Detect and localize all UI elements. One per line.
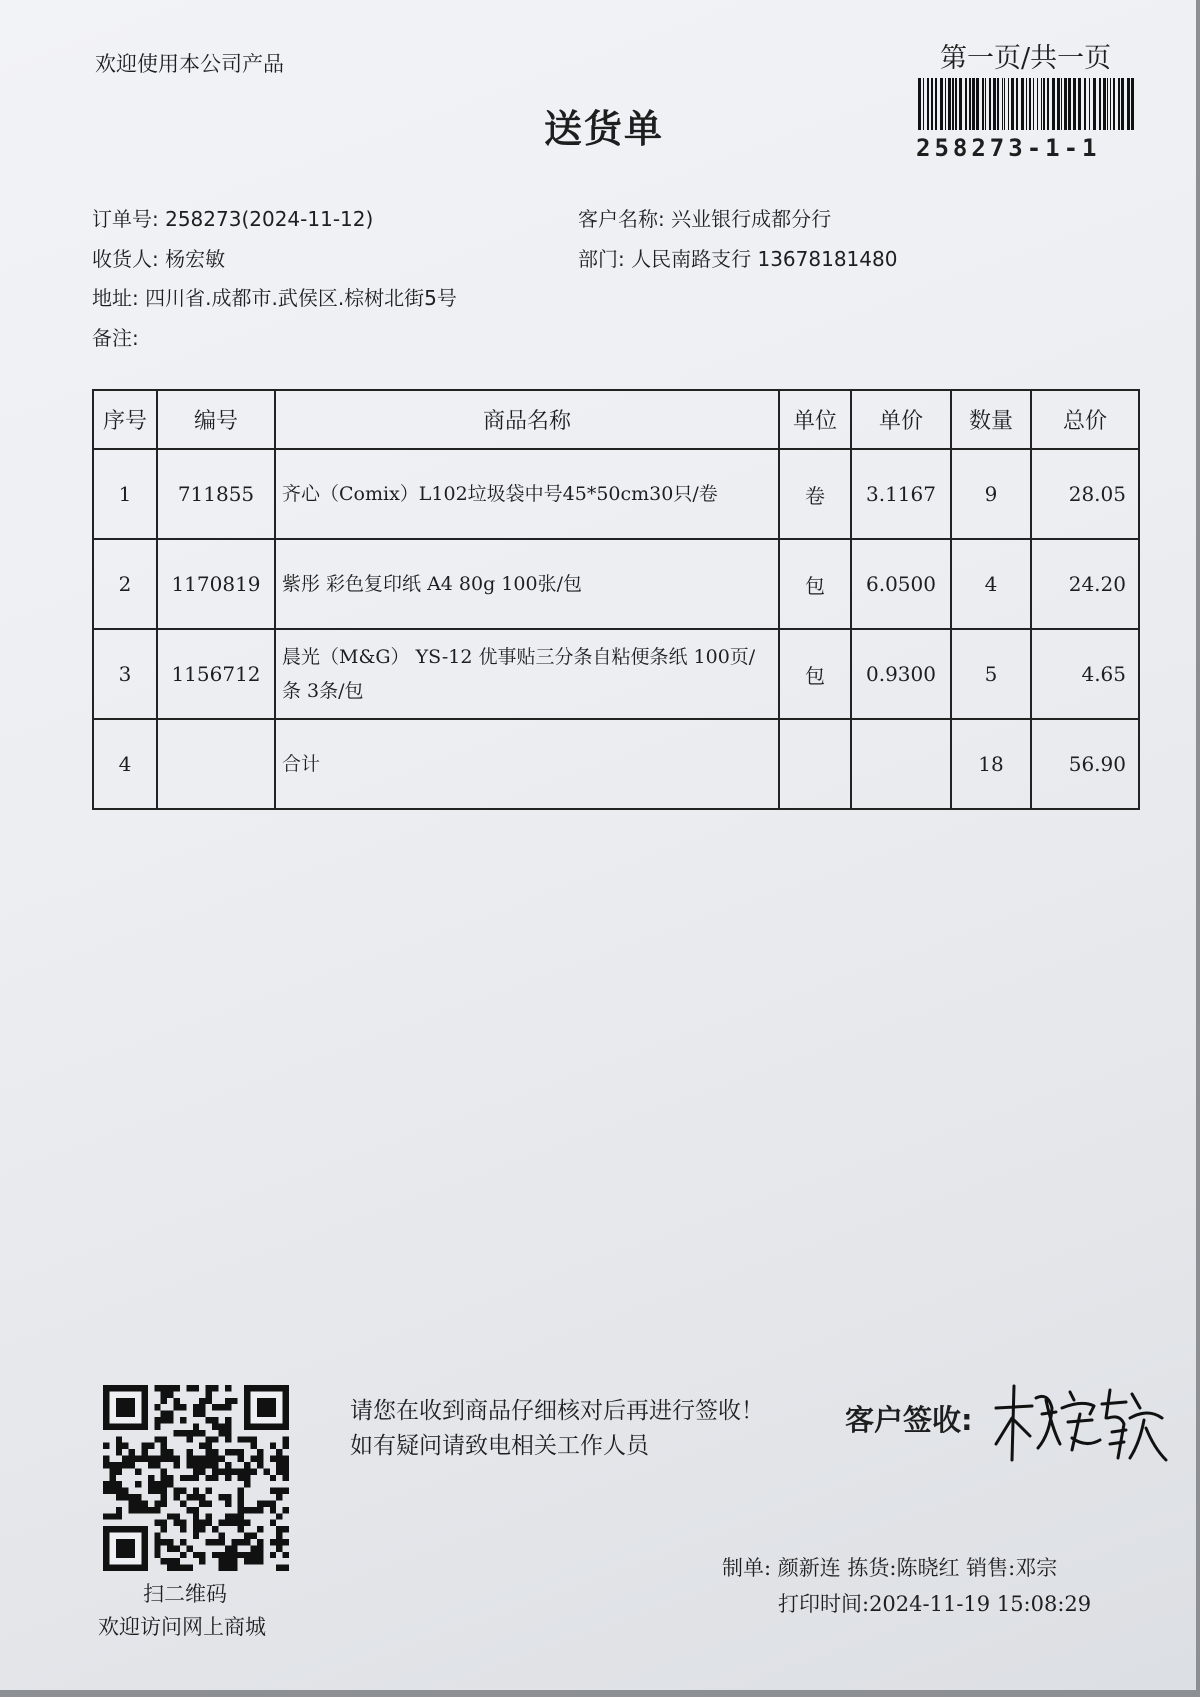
customer-value: 兴业银行成都分行 bbox=[671, 207, 832, 231]
customer-signature-label: 客户签收: bbox=[845, 1403, 973, 1437]
header-product-name: 商品名称 bbox=[275, 390, 779, 449]
cell-unit: 卷 bbox=[779, 449, 851, 539]
cell-code: 1170819 bbox=[157, 539, 275, 629]
cell-quantity: 5 bbox=[951, 629, 1031, 719]
remark bbox=[92, 322, 139, 351]
remark-label: 备注: bbox=[92, 326, 139, 350]
cell-code: 711855 bbox=[157, 449, 275, 539]
table-header-row bbox=[93, 390, 1139, 449]
cell-quantity: 9 bbox=[951, 449, 1031, 539]
staff-info: 制单: 颜新连 拣货:陈晓红 销售:邓宗 bbox=[722, 1556, 1058, 1580]
verification-notice: 请您在收到商品仔细核对后再进行签收！如有疑问请致电相关工作人员 bbox=[350, 1398, 764, 1459]
barcode-graphic bbox=[918, 78, 1134, 130]
cell-seq: 3 bbox=[93, 629, 157, 719]
cell-unit bbox=[779, 719, 851, 809]
cell-code: 1156712 bbox=[157, 629, 275, 719]
header-unit-price: 单价 bbox=[851, 390, 951, 449]
welcome-text: 欢迎使用本公司产品 bbox=[95, 52, 284, 76]
cell-unit-price: 0.9300 bbox=[851, 629, 951, 719]
cell-unit-price bbox=[851, 719, 951, 809]
receiver-label: 收货人: bbox=[92, 247, 159, 271]
cell-unit: 包 bbox=[779, 539, 851, 629]
qr-caption: 扫二维码 bbox=[143, 1582, 227, 1606]
address bbox=[92, 282, 457, 311]
cell-total: 24.20 bbox=[1031, 539, 1139, 629]
cell-total: 28.05 bbox=[1031, 449, 1139, 539]
cell-seq: 2 bbox=[93, 539, 157, 629]
qr-caption-store: 欢迎访问网上商城 bbox=[98, 1615, 266, 1639]
receiver bbox=[92, 243, 225, 272]
dept-value: 人民南路支行 13678181480 bbox=[631, 247, 898, 271]
cell-code bbox=[157, 719, 275, 809]
order-value: 258273(2024-11-12) bbox=[165, 207, 374, 231]
handwritten-signature bbox=[990, 1378, 1170, 1468]
cell-product-name: 合计 bbox=[275, 719, 779, 809]
cell-unit: 包 bbox=[779, 629, 851, 719]
document-title: 送货单 bbox=[544, 107, 665, 151]
customer-name bbox=[578, 203, 831, 232]
table-row bbox=[93, 539, 1139, 629]
header-seq: 序号 bbox=[93, 390, 157, 449]
table-row bbox=[93, 629, 1139, 719]
cell-quantity: 18 bbox=[951, 719, 1031, 809]
cell-product-name: 齐心（Comix）L102垃圾袋中号45*50cm30只/卷 bbox=[275, 449, 779, 539]
cell-quantity: 4 bbox=[951, 539, 1031, 629]
cell-product-name: 晨光（M&G） YS-12 优事贴三分条自粘便条纸 100页/条 3条/包 bbox=[275, 629, 779, 719]
department bbox=[578, 243, 897, 272]
address-value: 四川省.成都市.武侯区.棕树北街5号 bbox=[145, 286, 457, 310]
address-label: 地址: bbox=[92, 286, 139, 310]
order-label: 订单号: bbox=[92, 207, 159, 231]
header-total: 总价 bbox=[1031, 390, 1139, 449]
cell-total: 4.65 bbox=[1031, 629, 1139, 719]
header-code: 编号 bbox=[157, 390, 275, 449]
cell-seq: 1 bbox=[93, 449, 157, 539]
cell-total: 56.90 bbox=[1031, 719, 1139, 809]
table-row bbox=[93, 449, 1139, 539]
barcode-number: 258273-1-1 bbox=[916, 134, 1101, 162]
header-unit: 单位 bbox=[779, 390, 851, 449]
receiver-value: 杨宏敏 bbox=[165, 247, 226, 271]
items-table bbox=[92, 389, 1140, 810]
table-total-row bbox=[93, 719, 1139, 809]
dept-label: 部门: bbox=[578, 247, 625, 271]
print-time: 打印时间:2024-11-19 15:08:29 bbox=[778, 1592, 1092, 1616]
header-quantity: 数量 bbox=[951, 390, 1031, 449]
customer-label: 客户名称: bbox=[578, 207, 665, 231]
cell-unit-price: 3.1167 bbox=[851, 449, 951, 539]
cell-unit-price: 6.0500 bbox=[851, 539, 951, 629]
cell-product-name: 紫彤 彩色复印纸 A4 80g 100张/包 bbox=[275, 539, 779, 629]
page-indicator: 第一页/共一页 bbox=[940, 43, 1112, 74]
order-number bbox=[92, 203, 373, 232]
qr-code-icon[interactable] bbox=[103, 1385, 289, 1571]
cell-seq: 4 bbox=[93, 719, 157, 809]
